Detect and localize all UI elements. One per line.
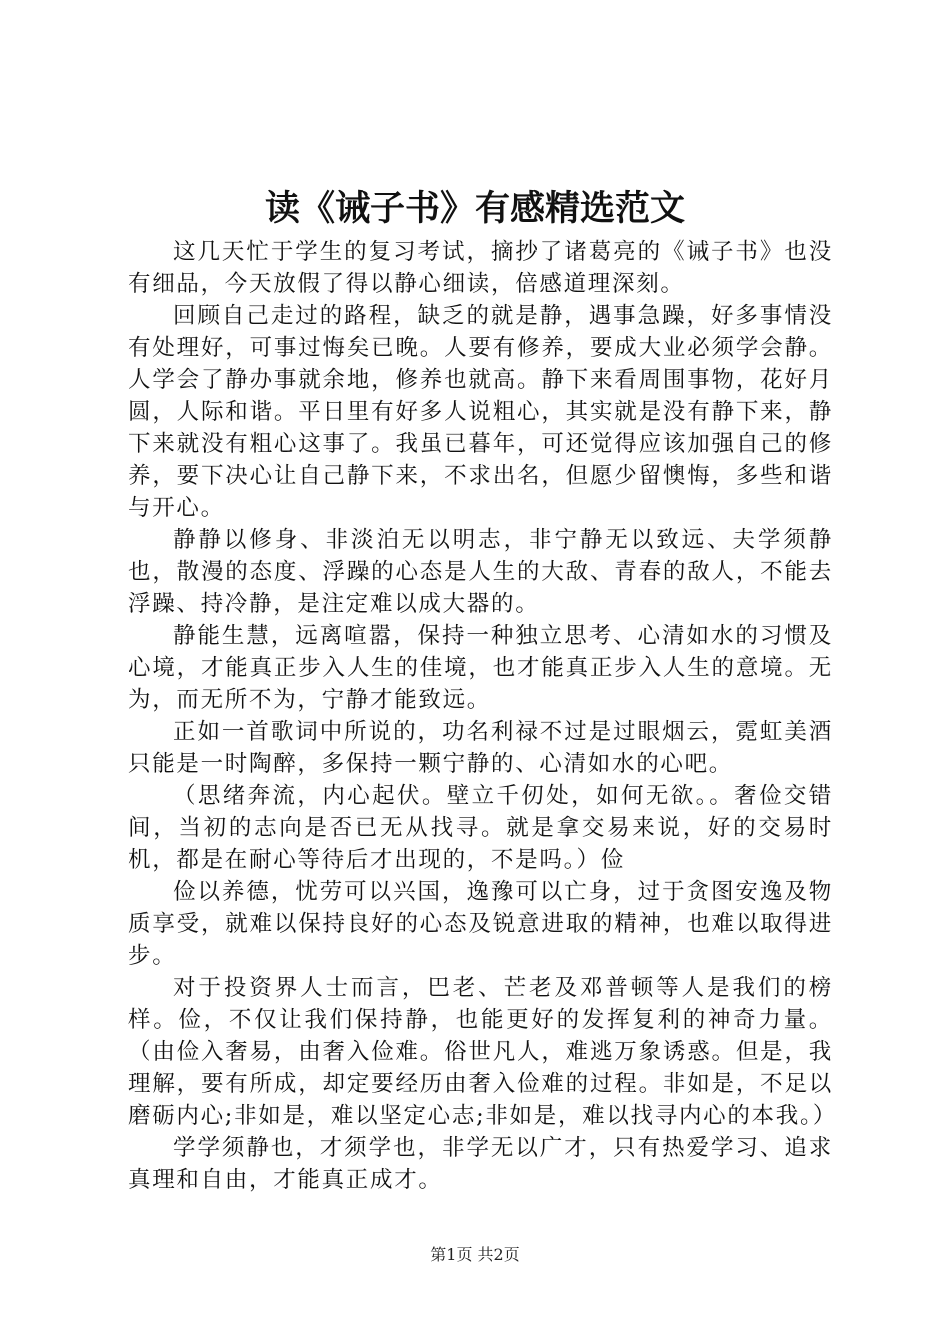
document-body [128, 236, 838, 1196]
paragraph-5: 正如一首歌词中所说的，功名利禄不过是过眼烟云，霓虹美酒只能是一时陶醉，多保持一颗宁静的、心清如水的心吧。 [128, 719, 833, 777]
paragraph-6: （思绪奔流，内心起伏。壁立千仞处，如何无欲。。奢俭交错间，当初的志向是否已无从找寻。就是拿交易来说，好的交易时机，都是在耐心等待后才出现的，不是吗。）俭 [128, 783, 833, 873]
paragraph-4: 静能生慧，远离喧嚣，保持一种独立思考、心清如水的习惯及心境，才能真正步入人生的佳境，也才能真正步入人生的意境。无为，而无所不为，宁静才能致远。 [128, 623, 833, 713]
paragraph-8: 对于投资界人士而言，巴老、芒老及邓普顿等人是我们的榜样。俭，不仅让我们保持静，也能更好的发挥复利的神奇力量。（由俭入奢易，由奢入俭难。俗世凡人，难逃万象诱惑。但是，我理解，要有所成，却定要经历由奢入俭难的过程。非如是，不足以磨砺内心;非如是，难以坚定心志;非如是，难以找寻内心的本我。） [128, 975, 838, 1129]
document-title: 读《诫子书》有感精选范文 [264, 188, 685, 229]
paragraph-9: 学学须静也，才须学也，非学无以广才，只有热爱学习、追求真理和自由，才能真正成才。 [128, 1135, 833, 1193]
page-number-footer: 第1页 共2页 [430, 1245, 520, 1264]
paragraph-7: 俭以养德，忧劳可以兴国，逸豫可以亡身，过于贪图安逸及物质享受，就难以保持良好的心态及锐意进取的精神，也难以取得进步。 [128, 879, 833, 969]
paragraph-2: 回顾自己走过的路程，缺乏的就是静，遇事急躁，好多事情没有处理好，可事过悔矣已晚。人要有修养，要成大业必须学会静。人学会了静办事就余地，修养也就高。静下来看周围事物，花好月圆，人际和谐。平日里有好多人说粗心，其实就是没有静下来，静下来就没有粗心这事了。我虽已暮年，可还觉得应该加强自己的修养，要下决心让自己静下来，不求出名，但愿少留懊悔，多些和谐与开心。 [128, 303, 833, 521]
paragraph-3: 静静以修身、非淡泊无以明志，非宁静无以致远、夫学须静也，散漫的态度、浮躁的心态是人生的大敌、青春的敌人，不能去浮躁、持冷静，是注定难以成大器的。 [128, 527, 833, 617]
paragraph-1: 这几天忙于学生的复习考试，摘抄了诸葛亮的《诫子书》也没有细品，今天放假了得以静心细读，倍感道理深刻。 [128, 239, 833, 297]
